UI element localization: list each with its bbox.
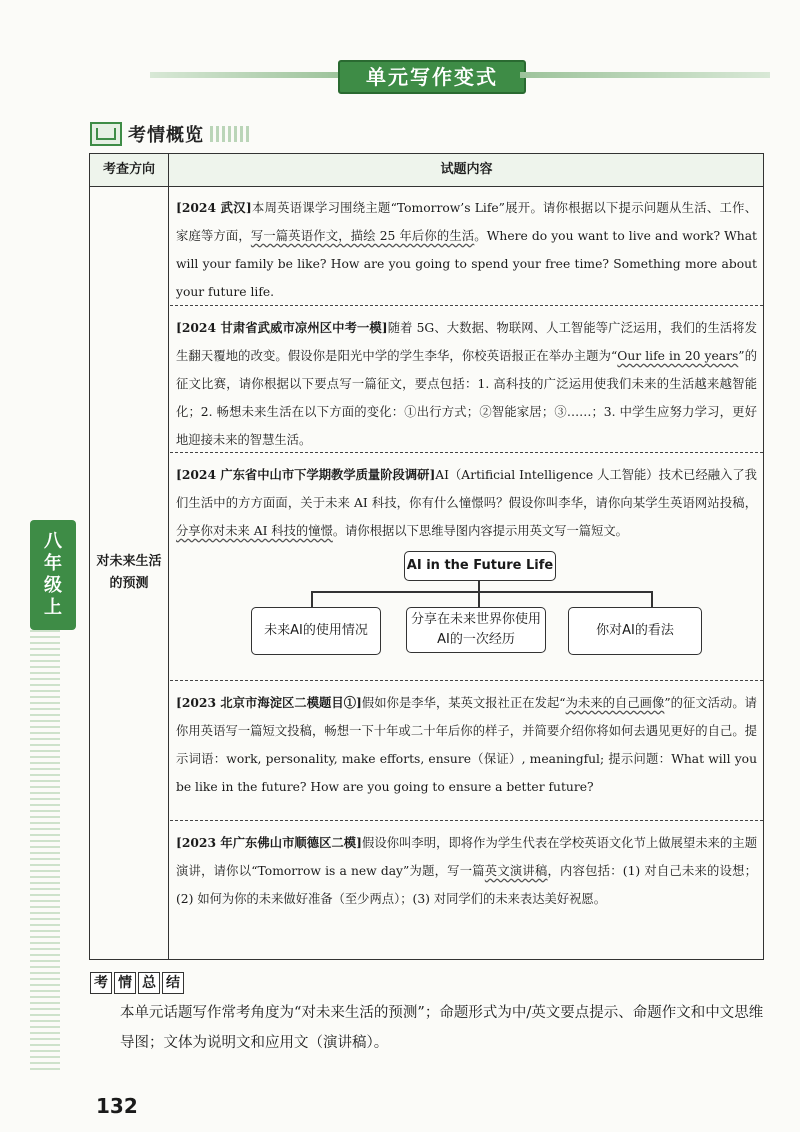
section-decoration [210, 126, 250, 142]
grade-char: 年 [44, 553, 62, 574]
direction-cell [90, 186, 168, 959]
computer-icon [90, 122, 122, 146]
row-source: [2023 年广东佛山市顺德区二模] [176, 835, 362, 850]
mindmap-area [176, 551, 757, 663]
summary-text [90, 998, 770, 1058]
banner-left-line [150, 72, 340, 78]
summary-heading [90, 972, 186, 994]
summary-title-char: 考 [90, 972, 112, 994]
row-text [176, 194, 757, 306]
section-title: 考情概览 [128, 125, 204, 146]
row-source: [2024 甘肃省武威市凉州区中考一模] [176, 320, 388, 335]
grade-char: 八 [44, 531, 62, 552]
row-source: [2024 广东省中山市下学期教学质量阶段调研] [176, 467, 436, 482]
mindmap-node: 未来AI的使用情况 [251, 607, 381, 655]
row-text-highlight: 写一篇英语作文，描绘 25 年后你的生活 [250, 229, 475, 243]
mindmap-connector [651, 591, 653, 607]
table-row [170, 680, 763, 820]
table-row [170, 820, 763, 959]
row-text-pre: 随着 5G、大数据、物联网、人工智能等广泛运用，我们的生活将发生翻天覆地的改变。假设你是阳光中学的学生李华，你校英语报正在举办主题为“ [176, 321, 757, 363]
page-number: 132 [96, 1094, 138, 1118]
row-text-post: 。请你根据以下思维导图内容提示用英文写一篇短文。 [332, 524, 628, 538]
header-content: 试题内容 [440, 162, 493, 177]
row-text [176, 314, 757, 454]
grade-char: 级 [44, 575, 62, 596]
unit-banner-title: 单元写作变式 [338, 60, 526, 94]
summary-title-char: 结 [162, 972, 184, 994]
row-text-pre: 假如你是李华，某英文报社正在发起“ [361, 696, 566, 710]
row-text-pre: 假设你叫李明，即将作为学生代表在学校英语文化节上做展望未来的主题演讲，请你以“Tomorrow is a new day”为题，写一篇 [176, 836, 757, 878]
mindmap-root: AI in the Future Life [404, 551, 556, 581]
table-row [170, 186, 763, 305]
row-text-pre: AI（Artificial Intelligence 人工智能）技术已经融入了我们生活中的方方面面，关于未来 AI 科技，你有什么憧憬吗？假设你叫李华，请你向某学生英语网站投稿， [176, 468, 757, 510]
grade-char: 上 [44, 597, 62, 618]
row-text-pre: 本周英语课学习围绕主题“Tomorrow’s Life”展开。请你根据以下提示问题从生活、工作、家庭等方面， [176, 201, 757, 243]
row-text [176, 461, 757, 545]
row-text-post: 。Where do you want to live and work? What will your family be like? How are you going to spend your free time? Something more about your future life. [176, 229, 757, 299]
row-text-post: ，内容包括：(1) 对自己未来的设想；(2) 如何为你的未来做好准备（至少两点）；(3) 对同学们的未来表达美好祝愿。 [176, 864, 757, 906]
table-header-row [90, 154, 763, 187]
row-text-post: ”的征文活动。请你用英语写一篇短文投稿，畅想一下十年或二十年后你的样子，并简要介绍你将如何去遇见更好的自己。提示词语：work, personality, make efforts, ensure（保证）, meaningful; 提示问题：What will you be like in the future? How are you going to ensure a better future? [176, 696, 757, 794]
table-row [170, 305, 763, 452]
mindmap-node: 你对AI的看法 [568, 607, 702, 655]
row-text [176, 689, 757, 801]
mindmap [176, 551, 769, 671]
row-source: [2024 武汉] [176, 200, 252, 215]
row-text-highlight: Our life in 20 years [617, 349, 739, 363]
row-text-highlight: 英文演讲稿 [484, 864, 548, 878]
row-source: [2023 北京市海淀区二模题目①] [176, 695, 362, 710]
header-direction: 考查方向 [102, 162, 155, 177]
column-divider [168, 154, 169, 959]
summary-paragraph: 本单元话题写作常考角度为“对未来生活的预测”；命题形式为中/英文要点提示、命题作文和中文思维导图；文体为说明文和应用文（演讲稿）。 [120, 1005, 764, 1051]
mindmap-connector [478, 591, 480, 607]
banner-right-line [520, 72, 770, 78]
row-text [176, 829, 757, 913]
mindmap-connector [311, 591, 651, 593]
row-text-highlight: 为未来的自己画像 [565, 696, 665, 710]
grade-side-tab [30, 520, 76, 630]
row-text-highlight: 分享你对未来 AI 科技的憧憬 [176, 524, 333, 538]
row-text-post: ”的征文比赛，请你根据以下要点写一篇征文，要点包括：1. 高科技的广泛运用使我们未来的生活越来越智能化；2. 畅想未来生活在以下方面的变化：①出行方式；②智能家居；③……；3. 中学生应努力学习，更好地迎接未来的智慧生活。 [176, 349, 757, 447]
section-heading [90, 122, 250, 146]
summary-title-char: 情 [114, 972, 136, 994]
mindmap-connector [311, 591, 313, 607]
direction-line-2: 的预测 [109, 575, 149, 591]
exam-overview-table [89, 153, 764, 960]
side-decoration [30, 630, 60, 1070]
direction-line-1: 对未来生活 [96, 553, 162, 569]
mindmap-node: 分享在未来世界你使用AI的一次经历 [406, 607, 546, 653]
summary-title-char: 总 [138, 972, 160, 994]
table-row [170, 452, 763, 680]
